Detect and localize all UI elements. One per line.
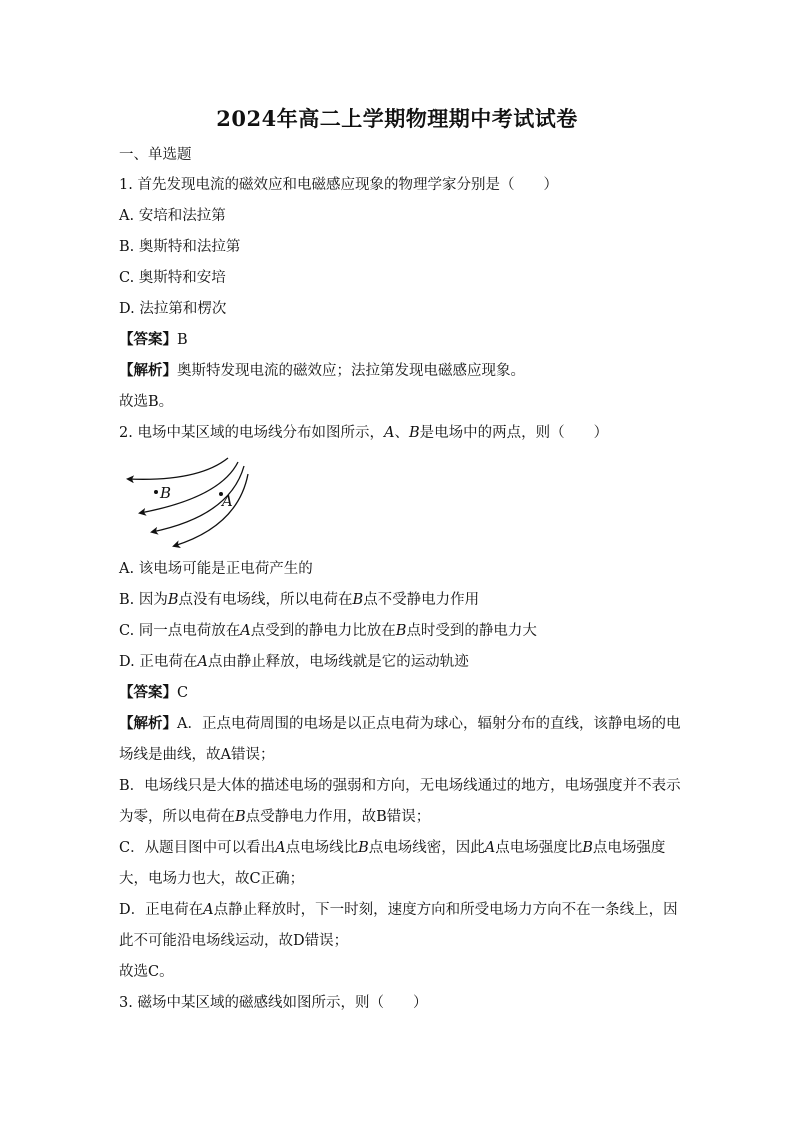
q1-stem: 1. 首先发现电流的磁效应和电磁感应现象的物理学家分别是（ ） — [119, 177, 558, 193]
q2-option-d-pre: D. 正电荷在 — [119, 654, 198, 670]
q2-option-d — [119, 652, 679, 672]
q2-stem-point-b: B — [408, 425, 420, 441]
q1-analysis-text: 奥斯特发现电流的磁效应；法拉第发现电磁感应现象。 — [177, 363, 525, 379]
q2-analysis-a-line2: 场线是曲线，故A错误； — [119, 747, 275, 763]
q2-stem-sep: 、 — [394, 425, 409, 441]
q2-analysis-c-line2: 大，电场力也大，故C正确； — [119, 871, 305, 887]
q2-stem — [119, 423, 679, 443]
q2-analysis-b-line1: B．电场线只是大体的描述电场的强弱和方向，无电场线通过的地方，电场强度并不表示 — [119, 778, 681, 794]
q2-option-d-post: 点由静止释放，电场线就是它的运动轨迹 — [207, 654, 469, 670]
electric-field-lines-figure — [120, 452, 260, 552]
q2-stem-pre: 2. 电场中某区域的电场线分布如图所示， — [119, 425, 384, 441]
q1-option-a: A. 安培和法拉第 — [119, 208, 226, 224]
page-title: 2024年高二上学期物理期中考试试卷 — [216, 106, 578, 131]
q2-analysis-a-text1: A．正点电荷周围的电场是以正点电荷为球心，辐射分布的直线，该静电场的电 — [177, 716, 681, 732]
q2-analysis-c1-post: 点电场强度 — [592, 840, 666, 856]
q2-analysis-c1-a: A — [275, 840, 286, 856]
q2-answer-value: C — [177, 685, 189, 701]
q2-analysis-c1-a2: A — [484, 840, 496, 856]
field-line-1 — [128, 458, 228, 479]
q2-stem-post: 是电场中的两点，则（ ） — [419, 425, 609, 441]
q1-conclusion: 故选B。 — [119, 394, 174, 410]
q2-option-c-post: 点时受到的静电力大 — [406, 623, 537, 639]
q2-option-c — [119, 621, 679, 641]
section-heading: 一、单选题 — [119, 147, 192, 163]
q1-option-d: D. 法拉第和楞次 — [119, 301, 227, 317]
q2-analysis-d-line2: 此不可能沿电场线运动，故D错误； — [119, 933, 349, 949]
q2-analysis-c1-b: B — [358, 840, 369, 856]
q2-option-b-pre: B. 因为 — [119, 592, 168, 608]
q2-conclusion: 故选C。 — [119, 964, 174, 980]
q2-option-b-point: B — [167, 592, 179, 608]
q3-stem: 3. 磁场中某区域的磁感线如图所示，则（ ） — [119, 995, 428, 1011]
q1-analysis — [119, 361, 679, 381]
q2-option-b-post: 点不受静电力作用 — [363, 592, 480, 608]
q2-analysis-b2-post: 点受静电力作用，故B错误； — [245, 809, 431, 825]
q1-answer-label: 【答案】 — [119, 331, 177, 348]
q2-answer — [119, 683, 679, 703]
q1-analysis-label: 【解析】 — [119, 362, 177, 379]
q2-analysis-d1-a: A — [203, 902, 214, 918]
q2-analysis-c1-mid: 点电场线比 — [285, 840, 359, 856]
q2-analysis-a-line1 — [119, 714, 679, 734]
q2-answer-label: 【答案】 — [119, 684, 177, 701]
q1-answer — [119, 330, 679, 350]
q2-option-a: A. 该电场可能是正电荷产生的 — [119, 561, 313, 577]
point-b-label: B — [160, 484, 172, 502]
q2-option-c-pre: C. 同一点电荷放在 — [119, 623, 241, 639]
q2-option-c-point-a: A — [240, 623, 251, 639]
q2-stem-point-a: A — [383, 425, 395, 441]
q2-option-c-mid: 点受到的静电力比放在 — [250, 623, 396, 639]
q1-answer-value: B — [177, 332, 188, 348]
q2-analysis-d1-post: 点静止释放时，下一时刻，速度方向和所受电场力方向不在一条线上，因 — [213, 902, 678, 918]
q2-analysis-d-line1 — [119, 900, 679, 920]
q2-analysis-c1-pre: C．从题目图中可以看出 — [119, 840, 276, 856]
q2-analysis-label: 【解析】 — [119, 715, 177, 732]
q2-option-b-point2: B — [352, 592, 364, 608]
q1-option-b: B. 奥斯特和法拉第 — [119, 239, 241, 255]
q2-analysis-c-line1 — [119, 838, 679, 858]
q2-analysis-c1-b2: B — [582, 840, 593, 856]
q2-analysis-b-line2 — [119, 807, 679, 827]
q2-analysis-b2-point: B — [235, 809, 246, 825]
q2-analysis-c1-mid3: 点电场强度比 — [495, 840, 583, 856]
q2-analysis-d1-pre: D．正电荷在 — [119, 902, 204, 918]
q2-analysis-c1-mid2: 点电场线密，因此 — [368, 840, 485, 856]
q2-option-d-point-a: A — [197, 654, 208, 670]
q2-option-c-point-b: B — [395, 623, 407, 639]
q2-option-b — [119, 590, 679, 610]
q2-analysis-b2-pre: 为零，所以电荷在 — [119, 809, 235, 825]
point-b-dot — [154, 490, 158, 494]
q2-option-b-mid: 点没有电场线，所以电荷在 — [178, 592, 353, 608]
field-lines-svg — [120, 452, 260, 552]
point-a-label: A — [222, 492, 233, 510]
q1-option-c: C. 奥斯特和安培 — [119, 270, 226, 286]
